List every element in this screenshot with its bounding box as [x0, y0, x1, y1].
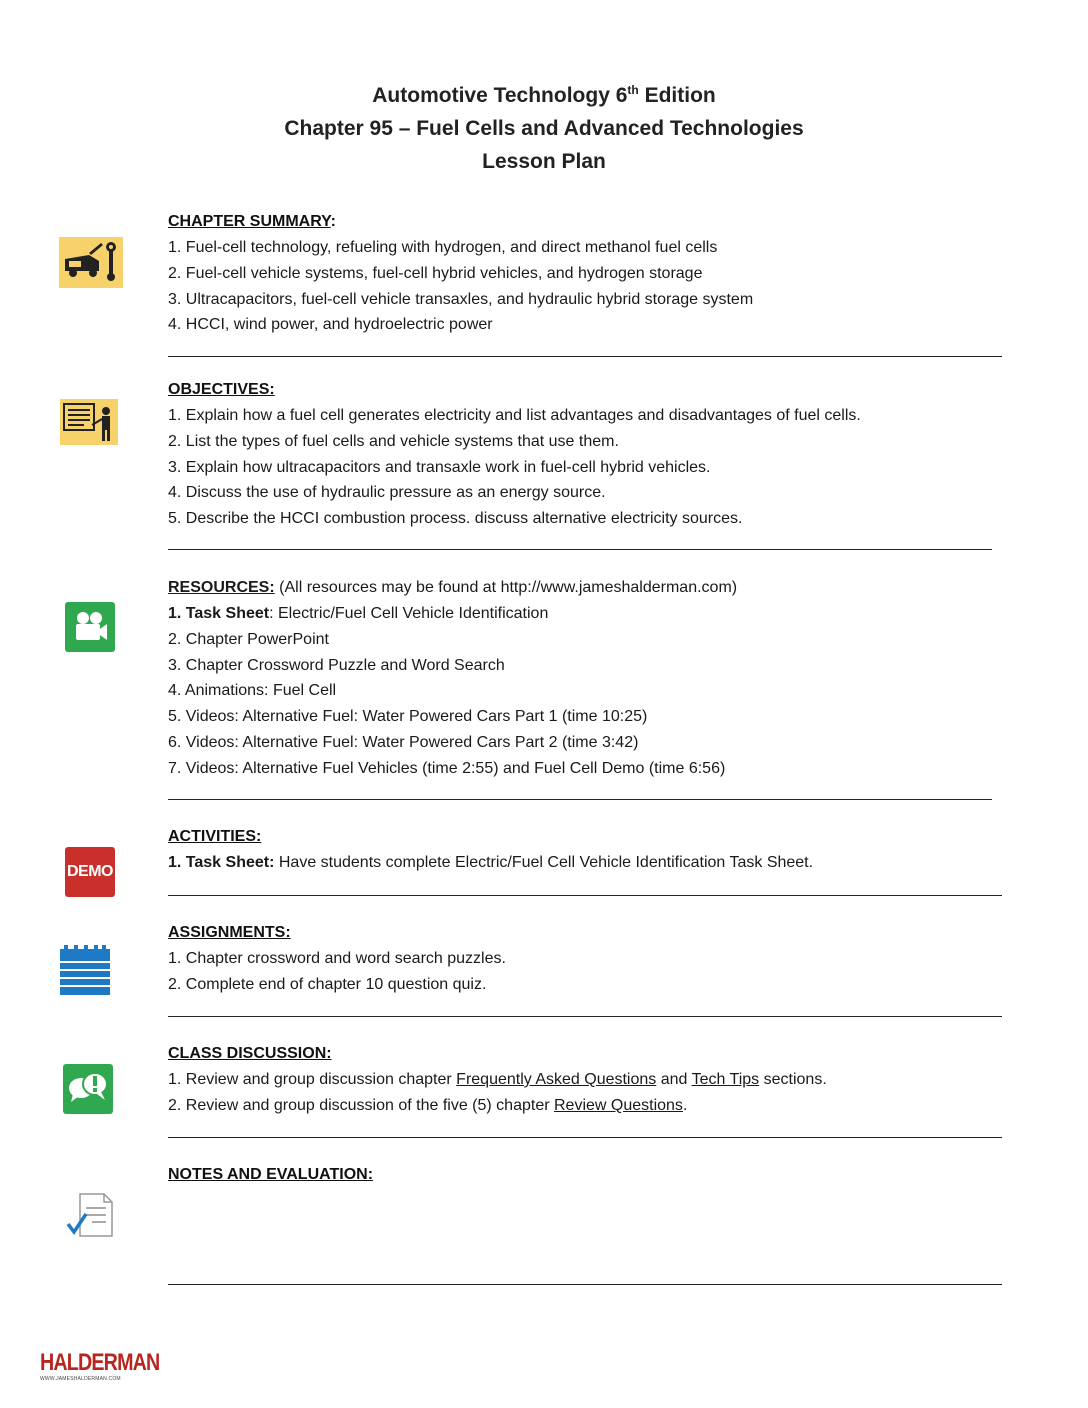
chapter-title: Chapter 95 – Fuel Cells and Advanced Technologies — [284, 117, 804, 140]
chapter-summary-heading: CHAPTER SUMMARY: — [168, 213, 336, 230]
resource-item[interactable]: 3. Chapter Crossword Puzzle and Word Search — [168, 656, 505, 674]
document-header — [0, 74, 1088, 178]
brand-url: WWW.JAMESHALDERMAN.COM — [40, 1376, 121, 1382]
summary-item: 1. Fuel-cell technology, refueling with hydrogen, and direct methanol fuel cells — [168, 239, 718, 256]
objective-item: 3. Explain how ultracapacitors and transaxle work in fuel-cell hybrid vehicles. — [168, 458, 711, 476]
resource-item[interactable]: 2. Chapter PowerPoint — [168, 630, 329, 648]
discussion-item: 1. Review and group discussion chapter Frequently Asked Questions and Tech Tips sections. — [168, 1071, 827, 1088]
brand-name: HALDERMAN — [40, 1349, 160, 1376]
objective-item: 5. Describe the HCCI combustion process. discuss alternative electricity sources. — [168, 510, 743, 528]
resources-section — [168, 575, 1002, 782]
lesson-plan-title: Lesson Plan — [482, 150, 606, 173]
resource-item[interactable]: 7. Videos: Alternative Fuel Vehicles (time 2:55) and Fuel Cell Demo (time 6:56) — [168, 759, 726, 777]
divider — [168, 895, 1002, 896]
objective-item: 2. List the types of fuel cells and vehicle systems that use them. — [168, 432, 619, 450]
activity-item: 1. Task Sheet: Have students complete Electric/Fuel Cell Vehicle Identification Task Sheet. — [168, 854, 814, 871]
demo-icon — [65, 847, 115, 897]
activities-section — [168, 824, 1002, 876]
car-repair-icon — [59, 237, 123, 288]
objective-item: 4. Discuss the use of hydraulic pressure as an energy source. — [168, 484, 606, 502]
notepad-icon — [60, 945, 110, 995]
chapter-summary-section — [168, 209, 1002, 338]
objectives-section — [168, 377, 1002, 532]
summary-item: 3. Ultracapacitors, fuel-cell vehicle transaxles, and hydraulic hybrid storage system — [168, 290, 754, 308]
resource-item[interactable]: 6. Videos: Alternative Fuel: Water Powered Cars Part 2 (time 3:42) — [168, 733, 639, 751]
resources-heading: RESOURCES: (All resources may be found at http://www.jameshalderman.com) — [168, 579, 738, 596]
teacher-board-icon — [60, 399, 118, 445]
assignments-heading: ASSIGNMENTS: — [168, 924, 291, 941]
video-camera-icon — [65, 602, 115, 652]
discussion-item: 2. Review and group discussion of the five (5) chapter Review Questions. — [168, 1096, 688, 1114]
objectives-heading: OBJECTIVES: — [168, 381, 275, 398]
tech-tips-link[interactable]: Tech Tips — [691, 1071, 760, 1088]
assignments-section — [168, 920, 1002, 998]
halderman-logo — [40, 1349, 160, 1382]
divider — [168, 1137, 1002, 1138]
objective-item: 1. Explain how a fuel cell generates electricity and list advantages and disadvantages of fuel cells. — [168, 407, 861, 424]
review-questions-link[interactable]: Review Questions — [553, 1096, 683, 1114]
divider — [168, 1016, 1002, 1017]
resource-item[interactable]: 5. Videos: Alternative Fuel: Water Powered Cars Part 1 (time 10:25) — [168, 708, 648, 726]
resource-item[interactable]: 1. Task Sheet: Electric/Fuel Cell Vehicle Identification — [168, 605, 549, 622]
class-discussion-heading: CLASS DISCUSSION: — [168, 1045, 332, 1062]
divider — [168, 549, 992, 550]
divider — [168, 799, 992, 800]
assignment-item: 1. Chapter crossword and word search puzzles. — [168, 950, 506, 967]
resource-item[interactable]: 4. Animations: Fuel Cell — [168, 682, 337, 700]
summary-item: 2. Fuel-cell vehicle systems, fuel-cell hybrid vehicles, and hydrogen storage — [168, 264, 703, 282]
activities-heading: ACTIVITIES: — [168, 828, 262, 845]
faq-link[interactable]: Frequently Asked Questions — [456, 1071, 657, 1088]
assignment-item: 2. Complete end of chapter 10 question quiz. — [168, 975, 487, 993]
notes-section — [168, 1162, 1002, 1188]
divider — [168, 356, 1002, 357]
book-title: Automotive Technology 6th Edition — [372, 83, 716, 107]
summary-item: 4. HCCI, wind power, and hydroelectric power — [168, 316, 493, 334]
notes-heading: NOTES AND EVALUATION: — [168, 1166, 374, 1183]
checklist-icon — [66, 1192, 114, 1240]
class-discussion-section — [168, 1041, 1002, 1119]
chat-bubbles-icon — [63, 1064, 113, 1114]
divider — [168, 1284, 1002, 1285]
demo-label: DEMO — [67, 863, 113, 880]
